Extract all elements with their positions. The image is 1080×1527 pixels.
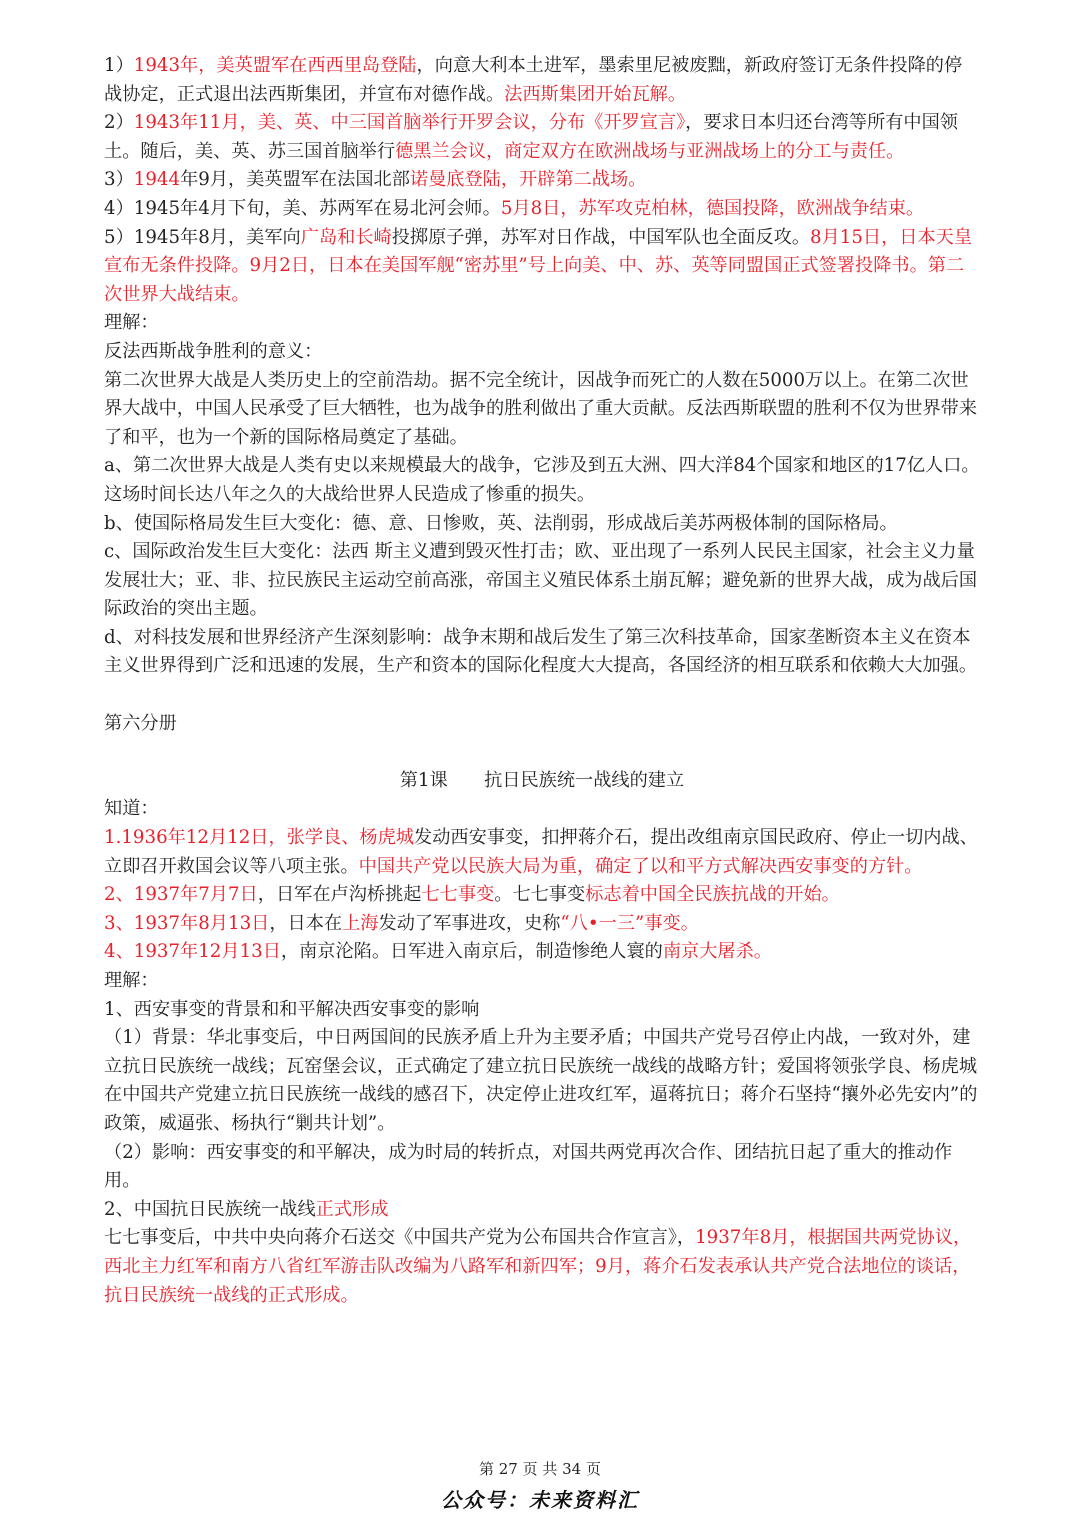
significance-point-a: a、第二次世界大战是人类有史以来规模最大的战争，它涉及到五大洲、四大洋84个国家和地区的17亿人口。这场时间长达八年之久的大战给世界人民造成了惨重的损失。	[104, 455, 980, 505]
ww2-item-1	[104, 52, 980, 109]
body-text: ，向意大利本土进军，墨索里尼被废黜，新政府签订无条件投降的停战协定，正式退出法西斯集团，并宣布对德作战。	[104, 55, 963, 105]
item-number: 1.	[104, 827, 122, 849]
xian-effect: （2）影响：西安事变的和平解决，成为时局的转折点，对国共两党再次合作、团结抗日起了重大的推动作用。	[104, 1141, 953, 1192]
highlight-text: 中国共产党以民族大局为重，确定了以和平方式解决西安事变的方针。	[358, 855, 923, 877]
highlight-text: 标志着中国全民族抗战的开始。	[585, 884, 840, 906]
front-title	[104, 1196, 980, 1225]
xian-background: （1）背景：华北事变后，中日两国间的民族矛盾上升为主要矛盾；中国共产党号召停止内战，一致对外，建立抗日民族统一战线；瓦窑堡会议，正式确定了建立抗日民族统一战线的战略方针；爱国将领张学良、杨虎城在中国共产党建立抗日民族统一战线的感召下，决定停止进攻红军，逼蒋抗日；蒋介石坚持“攘外必先安内”的政策，威逼张、杨执行“剿共计划”。	[104, 1027, 978, 1134]
significance-point-d: d、对科技发展和世界经济产生深刻影响：战争末期和战后发生了第三次科技革命，国家垄断资本主义在资本主义世界得到广泛和迅速的发展，生产和资本的国际化程度大大提高，各国经济的相互联系和依赖大大加强。	[104, 626, 978, 677]
highlight-text: 法西斯集团开始瓦解。	[504, 83, 687, 105]
spacer	[104, 738, 980, 767]
body-text: 七七事变后，中共中央向蒋介石送交《中国共产党为公布国共合作宣言》，	[104, 1227, 696, 1249]
highlight-text: 广岛和长崎	[300, 226, 392, 248]
volume-title: 第六分册	[104, 712, 177, 734]
highlight-text: 1936年12月12日，张学良、杨虎城	[121, 827, 414, 849]
item-number: 2、	[104, 884, 134, 906]
highlight-text: 德黑兰会议，商定双方在欧洲战场与亚洲战场上的分工与责任。	[395, 140, 905, 162]
ww2-item-2	[104, 109, 980, 166]
highlight-text: 1937年12月13日	[133, 941, 281, 963]
highlight-text: 1943年，美英盟军在西西里岛登陆	[133, 55, 417, 76]
highlight-text: “八•一三”事变。	[560, 912, 699, 934]
body-text: ，南京沦陷。日军进入南京后，制造惨绝人寰的	[280, 941, 663, 963]
understand-label-2: 理解：	[104, 970, 159, 991]
body-text: 5）1945年8月，美军向	[104, 226, 301, 248]
highlight-text: 5月8日，苏军攻克柏林，德国投降，欧洲战争结束。	[500, 197, 925, 219]
highlight-text: 诺曼底登陆，开辟第二战场。	[409, 169, 647, 191]
body-text: ，日本在	[269, 912, 343, 934]
front-text	[104, 1224, 980, 1310]
highlight-text: 南京大屠杀。	[662, 941, 772, 963]
body-text: 。七七事变	[494, 884, 586, 906]
lesson-title: 第1课 抗日民族统一战线的建立	[399, 769, 685, 791]
item-number: 4、	[104, 941, 134, 963]
highlight-text: 七七事变	[421, 884, 495, 906]
know-item-2	[104, 881, 980, 910]
highlight-text: 1937年8月13日	[133, 912, 270, 934]
body-text: ，日军在卢沟桥挑起	[257, 884, 422, 906]
know-item-1	[104, 824, 980, 881]
highlight-text: 1943年11月，美、英、中三国首脑举行开罗会议，分布《开罗宣言》	[133, 112, 686, 134]
body-text: 2、中国抗日民族统一战线	[104, 1198, 316, 1220]
xian-title: 1、西安事变的背景和和平解决西安事变的影响	[104, 998, 480, 1020]
item-number: 2）	[104, 112, 134, 134]
body-text: ，要求日本归还台湾等所有中国领土。随后，美、英、苏三国首脑举行	[104, 112, 958, 162]
highlight-text: 1937年7月7日	[133, 884, 258, 906]
significance-title: 反法西斯战争胜利的意义：	[104, 340, 323, 362]
ww2-item-3	[104, 166, 980, 195]
significance-point-c: c、国际政治发生巨大变化：法西 斯主义遭到毁灭性打击；欧、亚出现了一系列人民民主国家，社会主义力量发展壮大；亚、非、拉民族民主运动空前高涨，帝国主义殖民体系土崩瓦解；避免新的世界大战，成为战后国际政治的突出主题。	[104, 541, 978, 620]
know-item-4	[104, 938, 980, 967]
body-text: 年9月，美英盟军在法国北部	[180, 169, 410, 191]
significance-intro: 第二次世界大战是人类历史上的空前浩劫。据不完全统计，因战争而死亡的人数在5000万以上。在第二次世界大战中，中国人民承受了巨大牺牲，也为战争的胜利做出了重大贡献。反法西斯联盟的胜利不仅为世界带来了和平，也为一个新的国际格局奠定了基础。	[104, 369, 978, 448]
highlight-text: 8月15日，日本天皇宣布无条件投降。9月2日，日本在美国军舰“密苏里”号上向美、中、苏、英等同盟国正式签署投降书。第二次世界大战结束。	[104, 226, 973, 305]
highlight-text: 1944	[133, 169, 181, 191]
understand-label: 理解：	[104, 312, 159, 334]
item-number: 1）	[104, 55, 134, 76]
page-number: 第 27 页 共 34 页	[478, 1460, 601, 1478]
footer-signature: 公众号：未来资料汇	[441, 1488, 639, 1512]
highlight-text: 上海	[342, 912, 379, 934]
know-label: 知道：	[104, 798, 159, 820]
body-text: 4）1945年4月下旬，美、苏两军在易北河会师。	[104, 197, 501, 219]
item-number: 3、	[104, 912, 134, 934]
significance-point-b: b、使国际格局发生巨大变化：德、意、日惨败，英、法削弱，形成战后美苏两极体制的国际格局。	[104, 512, 898, 534]
spacer	[104, 681, 980, 710]
know-item-3	[104, 910, 980, 939]
ww2-item-4	[104, 195, 980, 224]
ww2-item-5	[104, 224, 980, 310]
body-text: 发动了军事进攻，史称	[378, 912, 561, 934]
body-text: 投掷原子弹，苏军对日作战，中国军队也全面反攻。	[391, 226, 811, 248]
highlight-text: 1937年8月，根据国共两党协议，西北主力红军和南方八省红军游击队改编为八路军和新四军；9月，蒋介石发表承认共产党合法地位的谈话，抗日民族统一战线的正式形成。	[104, 1227, 972, 1306]
highlight-text: 正式形成	[315, 1198, 389, 1220]
page-content	[104, 52, 980, 1310]
body-text: 发动西安事变，扣押蒋介石，提出改组南京国民政府、停止一切内战、立即召开救国会议等八项主张。	[104, 827, 978, 877]
item-number: 3）	[104, 169, 134, 191]
